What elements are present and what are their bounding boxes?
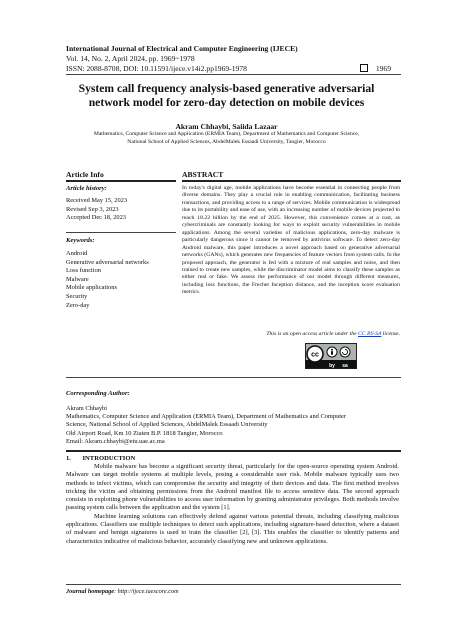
introduction-heading: 1. INTRODUCTION [66,455,136,462]
received-date: Received May 15, 2023 [66,197,128,204]
cc-by-sa-icon[interactable] [305,343,357,369]
license-line [266,331,400,337]
sa-label: sa [342,363,348,369]
author-email: Email: Akram.chhaybi@etu.uae.ac.ma [66,437,165,445]
affiliation-line: National School of Applied Sciences, AbdelMalek Essaadi University, Tangier, Morocco [127,138,326,145]
header-divider [66,74,401,75]
revised-date: Revised Sep 3, 2023 [66,205,119,213]
footer-rule [66,584,401,585]
corresponding-author [66,405,396,446]
article-history-label: Article history: [66,185,107,192]
journal-issn-doi: ISSN: 2088-8708, DOI: 10.11591/ijece.v14i2.pp1969-1978 [66,64,247,73]
affiliation-line: Mathematics, Computer Science and Application (ERMIA Team), Department of Mathematics and Computer Science, [93,131,360,137]
keyword: Generative adversarial networks [66,258,149,266]
keywords-list [66,250,149,310]
footer-url[interactable]: : http://ijece.iaescore.com [113,588,179,595]
cc-label: cc [311,351,319,359]
page-number-text: 1969 [375,64,391,73]
article-info-rule [66,180,176,182]
keyword: Malware [66,275,89,283]
keyword: Loss function [66,267,101,275]
author-address: Old Airport Road, Km 10 Ziaten B.P. 1818 Tangier, Morocco [66,429,223,437]
journal-name: International Journal of Electrical and Computer Engineering (IJECE) [66,44,298,53]
keyword: Android [66,250,88,257]
author-affiliation-line: Mathematics, Computer Science and Application (ERMIA Team), Department of Mathematics and Computer [66,413,347,421]
license-prefix: This is an open access article under the [266,331,359,337]
paper-title: System call frequency analysis-based generative adversarial network model for zero-day detection on mobile devices [78,82,375,109]
license-link[interactable]: CC BY-SA [358,331,382,337]
abstract-bottom-rule [66,377,401,378]
journal-volume: Vol. 14, No. 2, April 2024, pp. 1969~1978 [66,54,195,63]
journal-homepage [66,588,179,595]
abstract-rule [182,180,401,182]
paper-authors: Akram Chhaybi, Saiida Lazaar [175,122,278,131]
abstract-text: In today's digital age, mobile applications have become essential in connecting people from diverse domains. They play a crucial role in enabling communication, facilitating business transactions, and providing access to a range of services. Mobile communication is widespread due to its portability and ease of use, with an increasing number of mobile devices projected to reach 18.22 billion by the end of 2025. However, this convenience comes at a cost, as cybercriminals are constantly looking for ways to exploit security vulnerabilities in mobile applications. Among the several varieties of malicious applications, zero-day malware is particularly dangerous since it cannot be removed by antivirus software. To detect zero-day Android malware, this paper introduces a novel approach based on generative adversarial networks (GANs), which generates new frequencies of feature vectors from system calls. In the proposed approach, the generator is fed with a mixture of real samples and noise, and then trained to create new samples, while the discriminator model aims to classify these samples as either real or fake. We assess the performance of our model through different measures, including loss functions, the Frechet Inception distance, and the inception score evaluation metrics. [182,185,400,296]
by-label: by [329,363,335,369]
corresponding-rule [66,450,401,452]
intro-paragraph: Mobile malware has become a significant security threat, particularly for the open-source operating system Android. Malware can target mobile systems at multiple levels, posing a considerable user risk. Mobile malware typically uses two methods to infect victims, which can compromise the security and integrity of their devices and data. The first method involves tricking the victim and obtaining permissions from the Android manifest file to access sensitive data. The second approach consists in exploiting phone vulnerabilities to access user information by granting administrator privileges. Both methods involve passing system calls between the application and the system [1]. [66,463,399,512]
corresponding-heading: Corresponding Author: [66,390,130,397]
footer-label: Journal homepage [66,588,114,595]
author-affiliation-line: Science, National School of Applied Sciences, AbdelMalek Essaadi University [66,421,268,429]
keyword: Zero-day [66,301,90,309]
journal-header [66,44,298,74]
introduction-body [66,463,399,546]
keywords-label: Keywords: [66,237,95,244]
author-name: Akram Chhaybi [66,405,107,412]
info-divider [66,232,176,233]
page-number [360,64,391,73]
square-icon [360,64,368,72]
keyword: Security [66,292,88,300]
article-info-heading: Article Info [66,170,104,179]
author-affiliation [60,131,393,146]
accepted-date: Accepted Dec 18, 2023 [66,214,126,222]
abstract-heading: ABSTRACT [182,170,224,179]
keyword: Mobile applications [66,284,117,292]
license-suffix: license. [381,331,400,337]
intro-paragraph: Machine learning solutions can effectively defend against various potential threats, including classifying malicious applications. Classifiers use multiple techniques to detect such applications, including signature-based detection, where a dataset of malware and benign signatures is used to train the classifier [2], [3]. This enables the classifier to identify patterns and characteristics indicative of malicious behavior, accurately classifying new and unknown applications. [66,512,399,545]
article-history [66,197,127,223]
